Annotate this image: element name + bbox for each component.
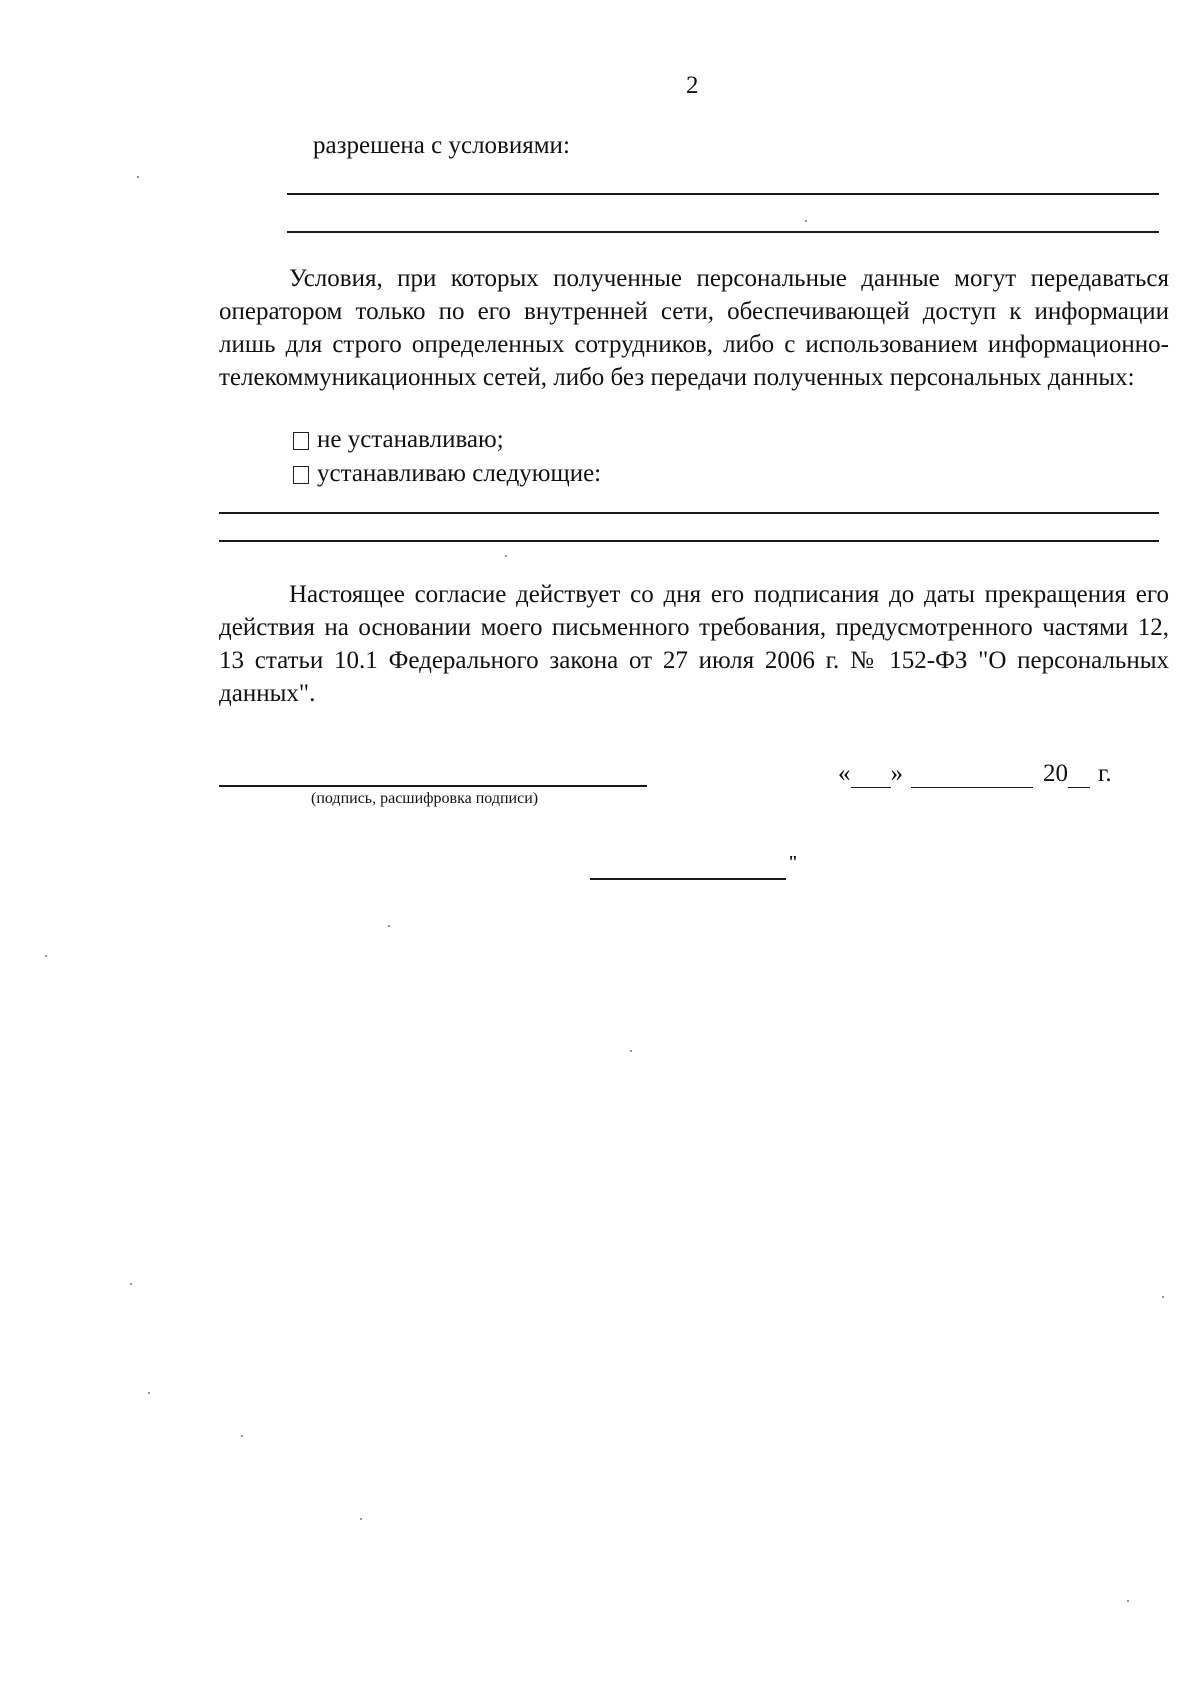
scan-speck [805, 220, 807, 222]
page-number: 2 [686, 72, 699, 99]
option-not-set-label: не устанавливаю; [317, 426, 504, 453]
scan-speck [505, 555, 507, 557]
date-month-blank[interactable] [911, 765, 1033, 788]
option-set-following[interactable] [293, 460, 601, 488]
following-blank-line-1[interactable] [219, 512, 1159, 514]
conditions-blank-line-2[interactable] [287, 231, 1159, 233]
signature-line[interactable] [219, 785, 647, 787]
date-day-blank[interactable] [851, 765, 891, 788]
validity-paragraph [219, 578, 1169, 710]
date-field [838, 760, 1112, 788]
scan-speck [148, 1392, 150, 1394]
following-blank-line-2[interactable] [219, 540, 1159, 542]
option-not-set[interactable] [293, 426, 504, 454]
checkbox-not-set[interactable] [293, 432, 309, 450]
scan-speck [630, 1050, 632, 1052]
scan-speck [1162, 1296, 1164, 1298]
scan-speck [1127, 1600, 1129, 1602]
scan-speck [388, 925, 390, 927]
scan-speck [360, 1518, 362, 1520]
date-year-suffix: г. [1098, 760, 1112, 787]
signature-caption: (подпись, расшифровка подписи) [311, 790, 539, 807]
scan-speck [130, 1283, 132, 1285]
stray-quote-mark: " [788, 852, 798, 872]
conditions-paragraph [219, 262, 1169, 394]
checkbox-set-following[interactable] [293, 466, 309, 484]
option-set-following-label: устанавливаю следующие: [317, 460, 602, 487]
extra-blank-line[interactable] [590, 878, 786, 880]
date-open-quote: « [838, 760, 851, 787]
date-year-prefix: 20 [1043, 760, 1068, 787]
conditions-paragraph-text: Условия, при которых полученные персональные данные могут передаваться оператором только по его внутренней сети, обеспечивающей доступ к информации лишь для строго определенных сотрудников, либо с использованием информационно-телекоммуникационных сетей, либо без передачи полученных персональных данных: [219, 265, 1169, 391]
date-close-quote: » [890, 760, 903, 787]
validity-paragraph-text: Настоящее согласие действует со дня его подписания до даты прекращения его действия на основании моего письменного требования, предусмотренного частями 12, 13 статьи 10.1 Федерального закона от 27 июля 2006 г. № 152-ФЗ "О персональных данных". [219, 581, 1169, 707]
conditions-blank-line-1[interactable] [287, 193, 1159, 195]
scan-speck [137, 176, 139, 178]
scan-speck [45, 955, 47, 957]
intro-text: разрешена с условиями: [313, 132, 570, 159]
scan-speck [241, 1435, 243, 1437]
date-year-blank[interactable] [1068, 765, 1090, 788]
